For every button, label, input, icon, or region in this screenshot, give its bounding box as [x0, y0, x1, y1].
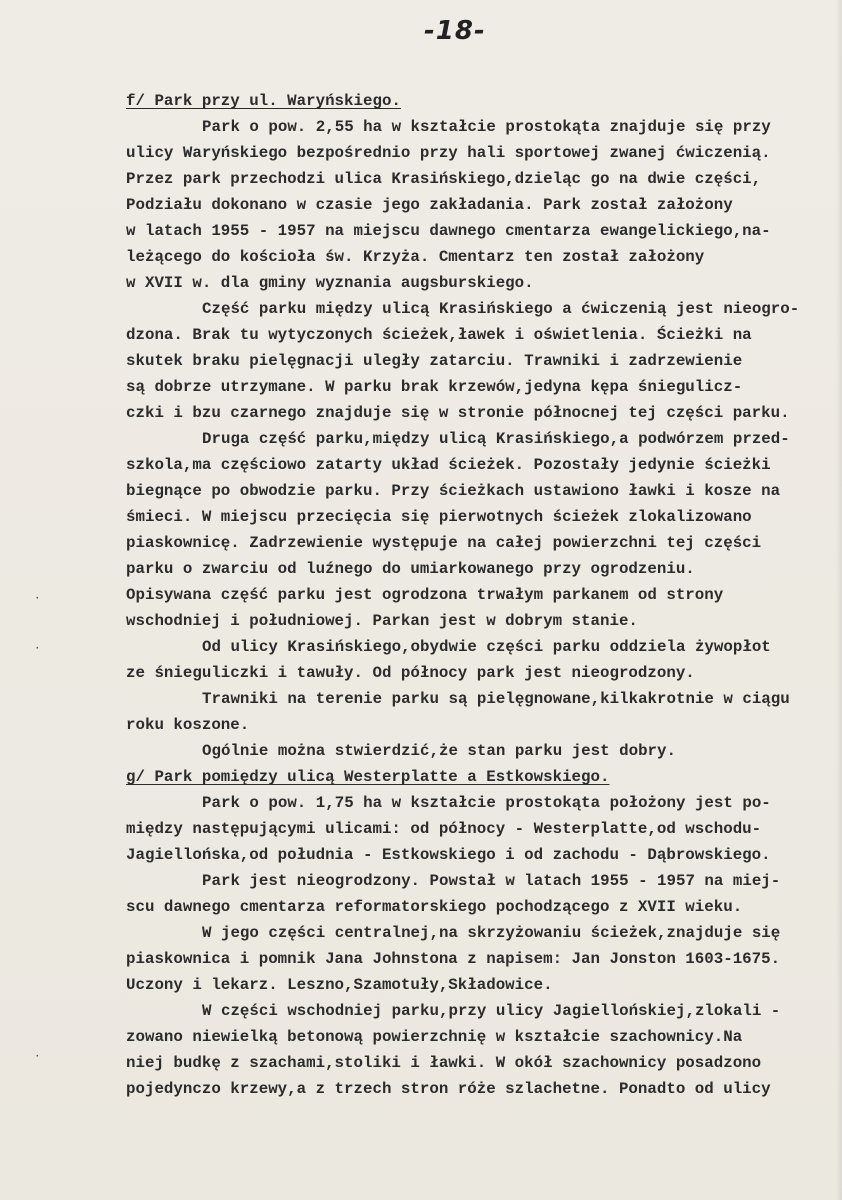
text-line: Park o pow. 1,75 ha w kształcie prostokąta położony jest po-	[202, 794, 771, 812]
margin-tick-mark: ·	[34, 1051, 41, 1063]
text-line: dzona. Brak tu wytyczonych ścieżek,ławek i oświetlenia. Ścieżki na	[126, 326, 752, 344]
text-line: są dobrze utrzymane. W parku brak krzewów,jedyna kępa śniegulicz-	[126, 378, 743, 396]
text-line: leżącego do kościoła św. Krzyża. Cmentarz ten został założony	[126, 248, 705, 266]
text-line: pojedynczo krzewy,a z trzech stron róże szlachetne. Ponadto od ulicy	[126, 1080, 771, 1098]
text-line: skutek braku pielęgnacji uległy zatarciu. Trawniki i zadrzewienie	[126, 352, 743, 370]
text-line: śmieci. W miejscu przecięcia się pierwotnych ścieżek zlokalizowano	[126, 508, 752, 526]
margin-tick-mark: ·	[34, 593, 41, 605]
text-line: ze śnieguliczki i tawuły. Od północy park jest nieogrodzony.	[126, 664, 695, 682]
text-line: biegnące po obwodzie parku. Przy ścieżkach ustawiono ławki i kosze na	[126, 482, 781, 500]
page-number: -18-	[424, 16, 486, 46]
text-line: Uczony i lekarz. Leszno,Szamotuły,Składowice.	[126, 976, 553, 994]
text-line: zowano niewielką betonową powierzchnię w kształcie szachownicy.Na	[126, 1028, 743, 1046]
text-line: piaskownicę. Zadrzewienie występuje na całej powierzchni tej części	[126, 534, 762, 552]
section-heading: f/ Park przy ul. Waryńskiego.	[126, 92, 401, 110]
text-line: scu dawnego cmentarza reformatorskiego pochodzącego z XVII wieku.	[126, 898, 743, 916]
text-line: Druga część parku,między ulicą Krasińskiego,a podwórzem przed-	[202, 430, 790, 448]
text-line: czki i bzu czarnego znajduje się w stronie północnej tej części parku.	[126, 404, 790, 422]
text-line: W części wschodniej parku,przy ulicy Jagiellońskiej,zlokali -	[202, 1002, 781, 1020]
text-line: piaskownica i pomnik Jana Johnstona z napisem: Jan Jonston 1603-1675.	[126, 950, 781, 968]
text-line: Przez park przechodzi ulica Krasińskiego,dzieląc go na dwie części,	[126, 170, 762, 188]
text-line: Opisywana część parku jest ogrodzona trwałym parkanem od strony	[126, 586, 724, 604]
text-line: Podziału dokonano w czasie jego zakładania. Park został założony	[126, 196, 733, 214]
text-line: ulicy Waryńskiego bezpośrednio przy hali sportowej zwanej ćwiczenią.	[126, 144, 771, 162]
text-line: parku o zwarciu od luźnego do umiarkowanego przy ogrodzeniu.	[126, 560, 695, 578]
text-line: Park jest nieogrodzony. Powstał w latach 1955 - 1957 na miej-	[202, 872, 781, 890]
text-line: roku koszone.	[126, 716, 250, 734]
text-line: Od ulicy Krasińskiego,obydwie części parku oddziela żywopłot	[202, 638, 771, 656]
text-line: niej budkę z szachami,stoliki i ławki. W okół szachownicy posadzono	[126, 1054, 762, 1072]
margin-tick-mark: ·	[34, 643, 41, 655]
section-heading: g/ Park pomiędzy ulicą Westerplatte a Estkowskiego.	[126, 768, 610, 786]
text-line: Część parku między ulicą Krasińskiego a ćwiczenią jest nieogro-	[202, 300, 800, 318]
text-line: wschodniej i południowej. Parkan jest w dobrym stanie.	[126, 612, 638, 630]
text-line: Park o pow. 2,55 ha w kształcie prostokąta znajduje się przy	[202, 118, 771, 136]
page-edge-shadow	[836, 0, 842, 1200]
typewritten-text	[126, 88, 836, 1102]
text-line: w latach 1955 - 1957 na miejscu dawnego cmentarza ewangelickiego,na-	[126, 222, 771, 240]
text-line: Ogólnie można stwierdzić,że stan parku jest dobry.	[202, 742, 676, 760]
text-line: W jego części centralnej,na skrzyżowaniu ścieżek,znajduje się	[202, 924, 781, 942]
text-line: szkola,ma częściowo zatarty układ ścieżek. Pozostały jedynie ścieżki	[126, 456, 771, 474]
text-line: w XVII w. dla gminy wyznania augsburskiego.	[126, 274, 534, 292]
text-line: Jagiellońska,od południa - Estkowskiego i od zachodu - Dąbrowskiego.	[126, 846, 771, 864]
text-line: między następującymi ulicami: od północy - Westerplatte,od wschodu-	[126, 820, 762, 838]
text-line: Trawniki na terenie parku są pielęgnowane,kilkakrotnie w ciągu	[202, 690, 790, 708]
